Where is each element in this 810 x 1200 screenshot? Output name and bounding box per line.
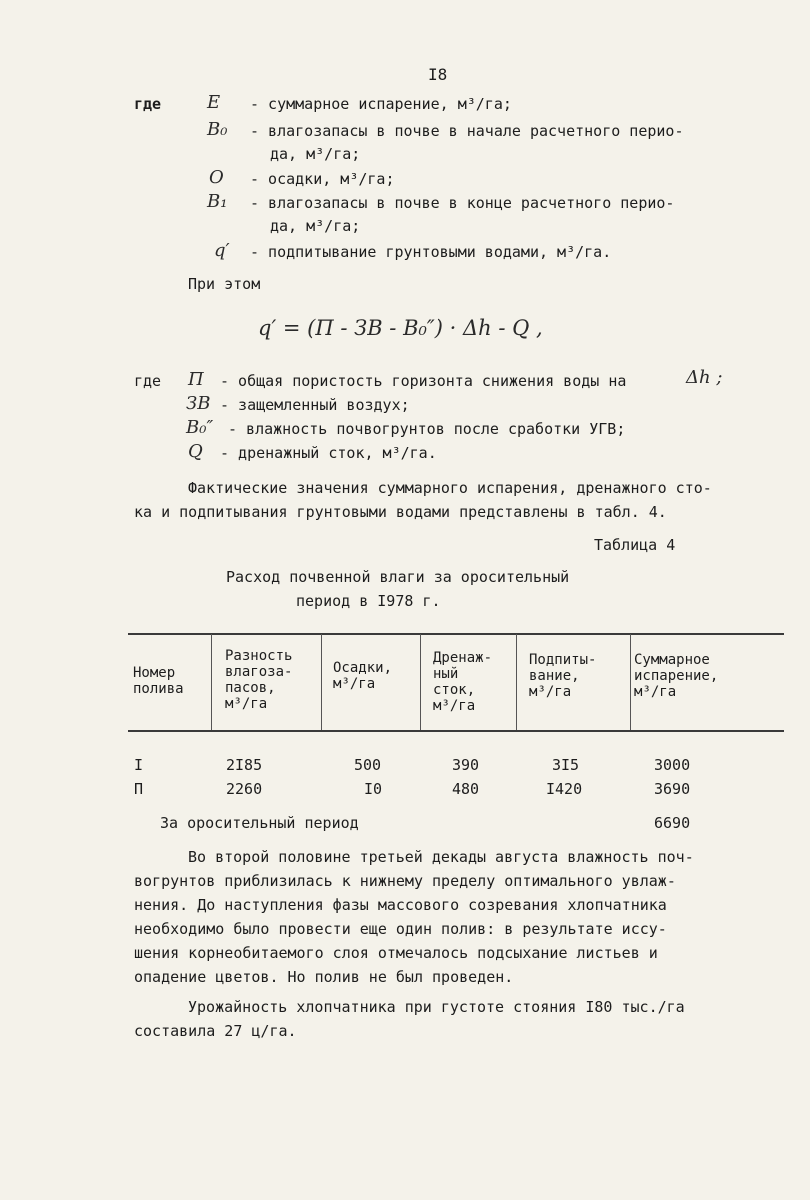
table-cell: 390 (452, 756, 480, 774)
table-total-label: За оросительный период (160, 814, 359, 832)
paragraph-2-line: необходимо было провести еще один полив: в результате иссу- (134, 920, 667, 938)
table-cell: I420 (546, 780, 583, 798)
def-q: - дренажный сток, м³/га. (220, 444, 437, 462)
def-zv: - защемленный воздух; (220, 396, 410, 414)
column-header-number: Номер полива (133, 665, 184, 697)
symbol-q: Q (188, 441, 203, 462)
table-cell: 3690 (654, 780, 691, 798)
table-divider (420, 634, 421, 730)
paragraph-2-line: Во второй половине третьей декады августа влажность поч- (188, 848, 694, 866)
table-divider (630, 634, 631, 730)
def-o: - осадки, м³/га; (250, 170, 395, 188)
table-total-value: 6690 (654, 814, 691, 832)
where-label-2: где (134, 372, 162, 390)
symbol-zv: ЗВ (186, 393, 211, 414)
table-cell: I0 (364, 780, 383, 798)
def-b0-double-prime: - влажность почвогрунтов после сработки УГВ; (228, 420, 626, 438)
symbol-b0: B₀ (207, 119, 228, 140)
paragraph-1-line-1: Фактические значения суммарного испарения, дренажного сто- (188, 479, 712, 497)
def-b0-cont: да, м³/га; (270, 145, 361, 163)
def-b1: - влагозапасы в почве в конце расчетного перио- (250, 194, 675, 212)
def-p: - общая пористость горизонта снижения воды на (220, 372, 627, 390)
table-divider (516, 634, 517, 730)
def-p-tail: Δh ; (686, 367, 723, 388)
def-b1-cont: да, м³/га; (270, 217, 361, 235)
def-e: - суммарное испарение, м³/га; (250, 95, 512, 113)
column-header-moisture-diff: Разность влагоза- пасов, м³/га (225, 648, 293, 712)
table-cell: П (134, 780, 144, 798)
where-label: где (134, 95, 162, 113)
intro-text: При этом (188, 275, 261, 293)
column-header-precipitation: Осадки, м³/га (333, 660, 393, 692)
column-header-recharge: Подпиты- вание, м³/га (529, 652, 597, 700)
table-title-line-1: Расход почвенной влаги за оросительный (226, 568, 570, 586)
symbol-o: O (209, 167, 224, 188)
paragraph-2-line: вогрунтов приблизилась к нижнему пределу оптимального увлаж- (134, 872, 676, 890)
def-q-prime: - подпитывание грунтовыми водами, м³/га. (250, 243, 612, 261)
table-label: Таблица 4 (594, 536, 676, 554)
paragraph-2-line: нения. До наступления фазы массового созревания хлопчатника (134, 896, 667, 914)
symbol-b1: B₁ (207, 191, 228, 212)
paragraph-2-line: шения корнеобитаемого слоя отмечалось подсыхание листьев и (134, 944, 658, 962)
symbol-q-prime: q′ (214, 240, 230, 261)
table-divider (321, 634, 322, 730)
page-number: I8 (428, 65, 448, 84)
table-title-line-2: период в I978 г. (296, 592, 441, 610)
table-top-rule (128, 633, 784, 635)
table-cell: 3000 (654, 756, 691, 774)
table-divider (211, 634, 212, 730)
table-cell: I (134, 756, 144, 774)
column-header-drainage: Дренаж- ный сток, м³/га (433, 650, 493, 714)
symbol-p: П (188, 369, 204, 390)
paragraph-3-line: Урожайность хлопчатника при густоте стояния I80 тыс./га (188, 998, 685, 1016)
table-header-rule (128, 730, 784, 732)
table-cell: 2260 (226, 780, 263, 798)
def-b0: - влагозапасы в почве в начале расчетного перио- (250, 122, 684, 140)
paragraph-2-line: опадение цветов. Но полив не был проведен. (134, 968, 514, 986)
symbol-b0-double-prime: B₀″ (186, 417, 214, 438)
symbol-e: E (207, 92, 221, 113)
table-cell: 2I85 (226, 756, 263, 774)
table-cell: 480 (452, 780, 480, 798)
column-header-evaporation: Суммарное испарение, м³/га (634, 652, 719, 700)
formula: q′ = (П - ЗВ - B₀″) · Δh - Q , (258, 316, 543, 340)
paragraph-3-line: составила 27 ц/га. (134, 1022, 297, 1040)
paragraph-1-line-2: ка и подпитывания грунтовыми водами представлены в табл. 4. (134, 503, 667, 521)
table-cell: 3I5 (552, 756, 580, 774)
table-cell: 500 (354, 756, 382, 774)
